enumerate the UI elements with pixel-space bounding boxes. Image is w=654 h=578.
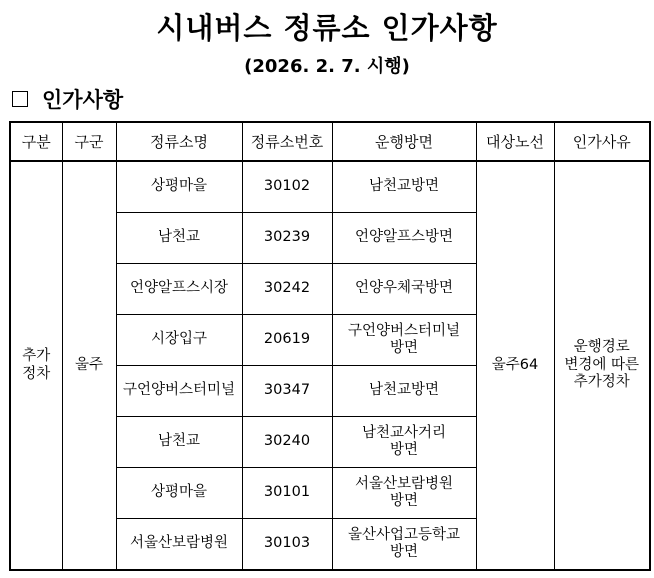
stop-name-cell: 상평마을 bbox=[116, 161, 242, 213]
stop-number-cell: 30103 bbox=[242, 519, 332, 571]
stop-name-cell: 시장입구 bbox=[116, 315, 242, 366]
stop-name-cell: 남천교 bbox=[116, 213, 242, 264]
reason-cell: 운행경로 변경에 따른 추가정차 bbox=[554, 161, 650, 570]
table-row bbox=[10, 161, 650, 213]
stop-number-cell: 30240 bbox=[242, 417, 332, 468]
header-stop-number: 정류소번호 bbox=[242, 122, 332, 161]
direction-cell: 언양알프스방면 bbox=[332, 213, 476, 264]
stop-name-cell: 언양알프스시장 bbox=[116, 264, 242, 315]
stop-name-cell: 서울산보람병원 bbox=[116, 519, 242, 571]
category-cell: 추가 정차 bbox=[10, 161, 62, 570]
header-reason: 인가사유 bbox=[554, 122, 650, 161]
direction-cell: 울산사업고등학교 방면 bbox=[332, 519, 476, 571]
stop-name-cell: 구언양버스터미널 bbox=[116, 366, 242, 417]
stop-number-cell: 30239 bbox=[242, 213, 332, 264]
header-route: 대상노선 bbox=[476, 122, 554, 161]
route-cell: 울주64 bbox=[476, 161, 554, 570]
header-stop-name: 정류소명 bbox=[116, 122, 242, 161]
direction-cell: 남천교방면 bbox=[332, 366, 476, 417]
header-category: 구분 bbox=[10, 122, 62, 161]
effective-date: (2026. 2. 7. 시행) bbox=[244, 56, 410, 77]
stop-number-cell: 30242 bbox=[242, 264, 332, 315]
stop-name-cell: 상평마을 bbox=[116, 468, 242, 519]
section-heading bbox=[8, 84, 123, 114]
stop-approval-table bbox=[9, 121, 651, 571]
direction-cell: 남천교방면 bbox=[332, 161, 476, 213]
district-cell: 울주 bbox=[62, 161, 116, 570]
page-title: 시내버스 정류소 인가사항 bbox=[156, 11, 498, 45]
header-direction: 운행방면 bbox=[332, 122, 476, 161]
direction-cell: 구언양버스터미널 방면 bbox=[332, 315, 476, 366]
header-district: 구군 bbox=[62, 122, 116, 161]
stop-number-cell: 30101 bbox=[242, 468, 332, 519]
stop-name-cell: 남천교 bbox=[116, 417, 242, 468]
stop-number-cell: 30102 bbox=[242, 161, 332, 213]
direction-cell: 남천교사거리 방면 bbox=[332, 417, 476, 468]
empty-square-icon bbox=[12, 91, 28, 107]
table-header-row bbox=[10, 122, 650, 161]
stop-number-cell: 20619 bbox=[242, 315, 332, 366]
stop-number-cell: 30347 bbox=[242, 366, 332, 417]
section-heading-label: 인가사항 bbox=[42, 88, 124, 112]
direction-cell: 서울산보람병원 방면 bbox=[332, 468, 476, 519]
direction-cell: 언양우체국방면 bbox=[332, 264, 476, 315]
